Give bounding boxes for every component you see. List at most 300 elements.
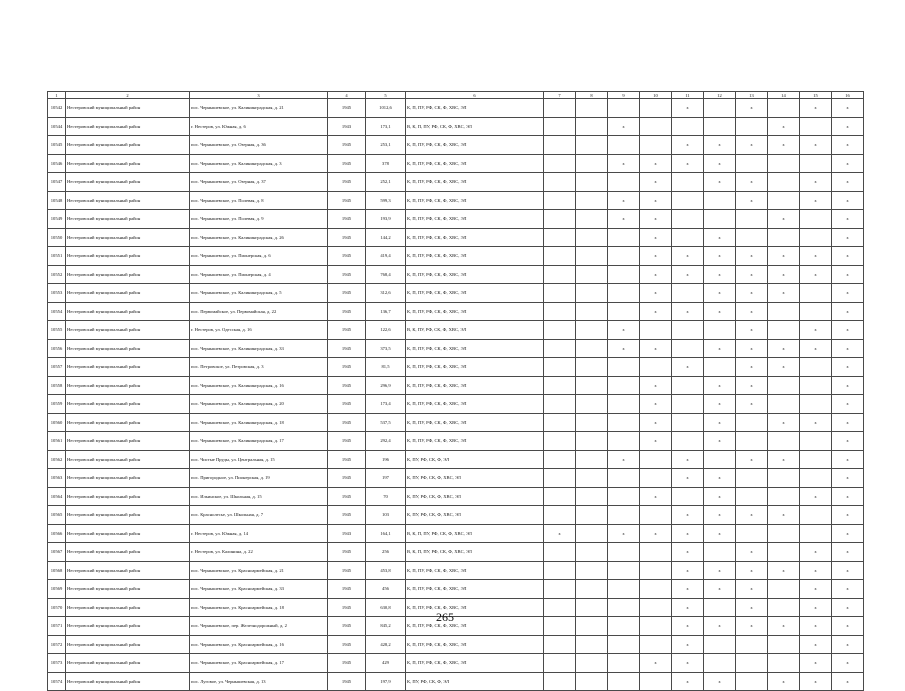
mark-cell (576, 265, 608, 284)
table-row (48, 154, 864, 173)
mark-cell: x (608, 450, 640, 469)
district-cell: Нестеровский муниципальный район (66, 524, 190, 543)
table-row (48, 358, 864, 377)
mark-cell: x (768, 561, 800, 580)
mark-cell (768, 469, 800, 488)
mark-cell (640, 561, 672, 580)
mark-cell (608, 561, 640, 580)
mark-cell: x (800, 191, 832, 210)
mark-cell: x (672, 654, 704, 673)
mark-cell (608, 580, 640, 599)
record-id: 10545 (48, 136, 66, 155)
mark-cell (544, 580, 576, 599)
mark-cell: x (608, 524, 640, 543)
mark-cell (800, 302, 832, 321)
mark-cell (672, 487, 704, 506)
mark-cell (576, 395, 608, 414)
mark-cell (544, 617, 576, 636)
area-cell: 456 (366, 580, 406, 599)
mark-cell: x (832, 247, 864, 266)
mark-cell: x (736, 321, 768, 340)
mark-cell: x (640, 228, 672, 247)
address-cell: пос. Чистые Пруды, ул. Центральная, д. 15 (190, 450, 328, 469)
mark-cell: x (672, 506, 704, 525)
mark-cell: x (736, 617, 768, 636)
mark-cell: x (736, 561, 768, 580)
mark-cell: x (640, 432, 672, 451)
mark-cell: x (832, 117, 864, 136)
mark-cell (608, 598, 640, 617)
district-cell: Нестеровский муниципальный район (66, 543, 190, 562)
mark-cell: x (800, 635, 832, 654)
area-cell: 768,4 (366, 265, 406, 284)
mark-cell: x (672, 358, 704, 377)
mark-cell: x (768, 210, 800, 229)
mark-cell (672, 117, 704, 136)
features-cell: К, П, ПУ, РФ, СК, Ф, ХВС, ЭЛ (406, 173, 544, 192)
mark-cell (800, 469, 832, 488)
mark-cell: x (640, 302, 672, 321)
address-cell: пос. Чернышевское, ул. Калининградская, д. 33 (190, 339, 328, 358)
mark-cell: x (672, 136, 704, 155)
mark-cell: x (640, 265, 672, 284)
mark-cell (576, 543, 608, 562)
features-cell: К, П, ПУ, РФ, СК, Ф, ХВС, ЭЛ (406, 358, 544, 377)
mark-cell: x (736, 302, 768, 321)
area-cell: 428,2 (366, 635, 406, 654)
table-row (48, 117, 864, 136)
year-cell: 1945 (328, 469, 366, 488)
mark-cell: x (832, 154, 864, 173)
mark-cell: x (704, 302, 736, 321)
record-id: 10559 (48, 395, 66, 414)
column-number: 6 (406, 92, 544, 99)
mark-cell: x (832, 487, 864, 506)
mark-cell (672, 395, 704, 414)
record-id: 10564 (48, 487, 66, 506)
features-cell: К, П, ПУ, РФ, СК, Ф, ХВС, ЭЛ (406, 376, 544, 395)
record-id: 10568 (48, 561, 66, 580)
mark-cell (544, 635, 576, 654)
features-cell: К, П, ПУ, РФ, СК, Ф, ХВС, ЭЛ (406, 395, 544, 414)
features-cell: К, П, ПУ, РФ, СК, Ф, ХВС, ЭЛ (406, 284, 544, 303)
mark-cell: x (672, 635, 704, 654)
mark-cell (608, 136, 640, 155)
year-cell: 1945 (328, 432, 366, 451)
table-row (48, 284, 864, 303)
address-cell: пос. Краснолесье, ул. Школьная, д. 7 (190, 506, 328, 525)
year-cell: 1945 (328, 247, 366, 266)
mark-cell: x (800, 413, 832, 432)
mark-cell: x (736, 358, 768, 377)
features-cell: К, П, ПУ, РФ, СК, Ф, ХВС, ЭЛ (406, 265, 544, 284)
record-id: 10554 (48, 302, 66, 321)
features-cell: В, К, П, ПУ, РФ, СК, Ф, ХВС, ЭЛ (406, 524, 544, 543)
mark-cell (608, 395, 640, 414)
record-id: 10544 (48, 117, 66, 136)
year-cell: 1945 (328, 136, 366, 155)
district-cell: Нестеровский муниципальный район (66, 173, 190, 192)
district-cell: Нестеровский муниципальный район (66, 487, 190, 506)
district-cell: Нестеровский муниципальный район (66, 228, 190, 247)
address-cell: пос. Чернышевское, ул. Калининградская, д. 16 (190, 376, 328, 395)
features-cell: К, П, ПУ, РФ, СК, Ф, ХВС, ЭЛ (406, 635, 544, 654)
mark-cell (800, 506, 832, 525)
address-cell: пос. Чернышевское, ул. Калининградская, д. 26 (190, 228, 328, 247)
mark-cell (608, 265, 640, 284)
mark-cell (768, 376, 800, 395)
mark-cell (544, 561, 576, 580)
mark-cell (576, 302, 608, 321)
mark-cell: x (672, 672, 704, 691)
area-cell: 453,8 (366, 561, 406, 580)
mark-cell: x (832, 413, 864, 432)
column-number-row (48, 92, 864, 99)
mark-cell (576, 117, 608, 136)
features-cell: К, ПУ, РФ, СК, Ф, ХВС, ЭЛ (406, 487, 544, 506)
record-id: 10561 (48, 432, 66, 451)
mark-cell (736, 432, 768, 451)
mark-cell (768, 173, 800, 192)
mark-cell: x (832, 228, 864, 247)
mark-cell (704, 543, 736, 562)
table-row (48, 210, 864, 229)
mark-cell (768, 302, 800, 321)
column-number: 10 (640, 92, 672, 99)
mark-cell: x (640, 654, 672, 673)
address-cell: пос. Чернышевское, ул. Калининградская, д. 5 (190, 284, 328, 303)
mark-cell: x (736, 173, 768, 192)
address-cell: пос. Чернышевское, ул. Калининградская, д. 3 (190, 154, 328, 173)
mark-cell (640, 672, 672, 691)
mark-cell (640, 321, 672, 340)
mark-cell: x (608, 191, 640, 210)
mark-cell: x (832, 635, 864, 654)
area-cell: 70 (366, 487, 406, 506)
area-cell: 537,5 (366, 413, 406, 432)
table-row (48, 450, 864, 469)
mark-cell: x (672, 247, 704, 266)
address-cell: пос. Чернышевское, ул. Полевая, д. 8 (190, 191, 328, 210)
table-row (48, 136, 864, 155)
mark-cell (544, 265, 576, 284)
record-id: 10546 (48, 154, 66, 173)
features-cell: К, П, ПУ, РФ, СК, Ф, ХВС, ЭЛ (406, 210, 544, 229)
mark-cell (544, 210, 576, 229)
area-cell: 373,5 (366, 339, 406, 358)
mark-cell (704, 117, 736, 136)
page-number: 265 (436, 610, 454, 624)
record-id: 10563 (48, 469, 66, 488)
record-id: 10569 (48, 580, 66, 599)
year-cell: 1945 (328, 265, 366, 284)
mark-cell (704, 358, 736, 377)
mark-cell (640, 598, 672, 617)
year-cell: 1943 (328, 524, 366, 543)
mark-cell: x (640, 210, 672, 229)
mark-cell (544, 654, 576, 673)
features-cell: К, ПУ, РФ, СК, Ф, ХВС, ЭЛ (406, 506, 544, 525)
mark-cell: x (704, 413, 736, 432)
mark-cell: x (736, 339, 768, 358)
features-cell: К, П, ПУ, РФ, СК, Ф, ХВС, ЭЛ (406, 413, 544, 432)
mark-cell (576, 376, 608, 395)
mark-cell (640, 635, 672, 654)
mark-cell (608, 358, 640, 377)
table-row (48, 173, 864, 192)
mark-cell (608, 247, 640, 266)
mark-cell: x (832, 173, 864, 192)
area-cell: 292,4 (366, 432, 406, 451)
address-cell: пос. Чернышевское, ул. Калининградская, д. 17 (190, 432, 328, 451)
features-cell: К, П, ПУ, РФ, СК, Ф, ХВС, ЭЛ (406, 136, 544, 155)
address-cell: пос. Чернышевское, ул. Калининградская, д. 20 (190, 395, 328, 414)
area-cell: 136,7 (366, 302, 406, 321)
mark-cell (576, 506, 608, 525)
mark-cell (576, 339, 608, 358)
mark-cell: x (800, 598, 832, 617)
address-cell: пос. Чернышевское, ул. Полевая, д. 9 (190, 210, 328, 229)
district-cell: Нестеровский муниципальный район (66, 136, 190, 155)
mark-cell: x (672, 543, 704, 562)
mark-cell: x (832, 265, 864, 284)
mark-cell: x (608, 117, 640, 136)
mark-cell (736, 413, 768, 432)
mark-cell: x (800, 654, 832, 673)
table-row (48, 228, 864, 247)
area-cell: 312,6 (366, 284, 406, 303)
mark-cell (608, 413, 640, 432)
table-row (48, 580, 864, 599)
mark-cell: x (832, 561, 864, 580)
mark-cell (736, 469, 768, 488)
mark-cell (672, 339, 704, 358)
area-cell: 197,9 (366, 672, 406, 691)
table-row (48, 524, 864, 543)
features-cell: К, П, ПУ, РФ, СК, Ф, ХВС, ЭЛ (406, 561, 544, 580)
district-cell: Нестеровский муниципальный район (66, 635, 190, 654)
mark-cell: x (768, 358, 800, 377)
record-id: 10553 (48, 284, 66, 303)
year-cell: 1945 (328, 543, 366, 562)
mark-cell (768, 487, 800, 506)
year-cell: 1945 (328, 358, 366, 377)
mark-cell (800, 524, 832, 543)
mark-cell (704, 598, 736, 617)
area-cell: 81,5 (366, 358, 406, 377)
district-cell: Нестеровский муниципальный район (66, 339, 190, 358)
mark-cell: x (640, 487, 672, 506)
table-body (48, 92, 864, 691)
mark-cell (544, 339, 576, 358)
mark-cell (544, 432, 576, 451)
features-cell: К, П, ПУ, РФ, СК, Ф, ХВС, ЭЛ (406, 432, 544, 451)
mark-cell: x (768, 284, 800, 303)
year-cell: 1945 (328, 598, 366, 617)
mark-cell (544, 302, 576, 321)
address-cell: пос. Чернышевское, ул. Калининградская, д. 21 (190, 99, 328, 118)
mark-cell: x (736, 247, 768, 266)
record-id: 10558 (48, 376, 66, 395)
record-id: 10555 (48, 321, 66, 340)
mark-cell: x (672, 265, 704, 284)
column-number: 14 (768, 92, 800, 99)
mark-cell: x (704, 247, 736, 266)
year-cell: 1945 (328, 339, 366, 358)
record-id: 10571 (48, 617, 66, 636)
mark-cell (768, 154, 800, 173)
features-cell: К, П, ПУ, РФ, СК, Ф, ХВС, ЭЛ (406, 191, 544, 210)
district-cell: Нестеровский муниципальный район (66, 395, 190, 414)
table-row (48, 247, 864, 266)
table-row (48, 376, 864, 395)
year-cell: 1945 (328, 376, 366, 395)
address-cell: г. Нестеров, ул. Южная, д. 14 (190, 524, 328, 543)
mark-cell: x (672, 450, 704, 469)
mark-cell: x (832, 580, 864, 599)
mark-cell (640, 117, 672, 136)
year-cell: 1945 (328, 154, 366, 173)
mark-cell: x (832, 654, 864, 673)
mark-cell: x (736, 99, 768, 118)
mark-cell: x (832, 99, 864, 118)
year-cell: 1945 (328, 617, 366, 636)
mark-cell (608, 617, 640, 636)
mark-cell (608, 487, 640, 506)
record-id: 10556 (48, 339, 66, 358)
mark-cell (736, 154, 768, 173)
mark-cell: x (832, 598, 864, 617)
features-cell: В, К, ПУ, РФ, СК, Ф, ХВС, ЭЛ (406, 321, 544, 340)
mark-cell: x (768, 117, 800, 136)
mark-cell (768, 654, 800, 673)
address-cell: пос. Чернышевское, ул. Калининградская, д. 18 (190, 413, 328, 432)
mark-cell: x (640, 339, 672, 358)
area-cell: 256 (366, 543, 406, 562)
mark-cell (736, 635, 768, 654)
record-id: 10566 (48, 524, 66, 543)
mark-cell (576, 617, 608, 636)
address-cell: пос. Чернышевское, ул. Озерная, д. 37 (190, 173, 328, 192)
mark-cell: x (672, 598, 704, 617)
column-number: 8 (576, 92, 608, 99)
mark-cell: x (832, 672, 864, 691)
table-row (48, 487, 864, 506)
mark-cell: x (640, 191, 672, 210)
record-id: 10562 (48, 450, 66, 469)
mark-cell (608, 543, 640, 562)
district-cell: Нестеровский муниципальный район (66, 469, 190, 488)
mark-cell: x (672, 524, 704, 543)
address-cell: пос. Чернышевское, ул. Красноармейская, д. 17 (190, 654, 328, 673)
area-cell: 253,1 (366, 136, 406, 155)
mark-cell: x (800, 339, 832, 358)
mark-cell (800, 450, 832, 469)
mark-cell: x (704, 617, 736, 636)
mark-cell (768, 228, 800, 247)
mark-cell: x (640, 154, 672, 173)
table-row (48, 432, 864, 451)
mark-cell (576, 580, 608, 599)
year-cell: 1945 (328, 395, 366, 414)
mark-cell (640, 580, 672, 599)
table-row (48, 635, 864, 654)
address-cell: пос. Чернышевское, ул. Красноармейская, д. 18 (190, 598, 328, 617)
mark-cell: x (768, 506, 800, 525)
mark-cell: x (768, 265, 800, 284)
mark-cell (704, 99, 736, 118)
mark-cell (768, 321, 800, 340)
district-cell: Нестеровский муниципальный район (66, 561, 190, 580)
mark-cell: x (704, 395, 736, 414)
table-row (48, 339, 864, 358)
mark-cell: x (800, 321, 832, 340)
address-cell: г. Нестеров, ул. Южная, д. 6 (190, 117, 328, 136)
mark-cell: x (768, 450, 800, 469)
area-cell: 103 (366, 506, 406, 525)
mark-cell: x (608, 210, 640, 229)
district-cell: Нестеровский муниципальный район (66, 321, 190, 340)
mark-cell (544, 117, 576, 136)
mark-cell (576, 154, 608, 173)
mark-cell (576, 672, 608, 691)
mark-cell (608, 432, 640, 451)
mark-cell: x (704, 265, 736, 284)
mark-cell (704, 635, 736, 654)
mark-cell (544, 228, 576, 247)
mark-cell: x (832, 302, 864, 321)
mark-cell (544, 487, 576, 506)
table-row (48, 265, 864, 284)
area-cell: 378 (366, 154, 406, 173)
district-cell: Нестеровский муниципальный район (66, 284, 190, 303)
year-cell: 1945 (328, 487, 366, 506)
record-id: 10572 (48, 635, 66, 654)
mark-cell: x (832, 358, 864, 377)
mark-cell: x (832, 136, 864, 155)
mark-cell: x (704, 469, 736, 488)
mark-cell: x (608, 339, 640, 358)
mark-cell: x (800, 672, 832, 691)
mark-cell: x (736, 136, 768, 155)
district-cell: Нестеровский муниципальный район (66, 598, 190, 617)
mark-cell: x (736, 265, 768, 284)
address-cell: пос. Луговое, ул. Чернышевская, д. 13 (190, 672, 328, 691)
mark-cell (544, 672, 576, 691)
features-cell: К, П, ПУ, РФ, СК, Ф, ХВС, ЭЛ (406, 654, 544, 673)
address-cell: пос. Чернышевское, пер. Железнодорожный, д. 2 (190, 617, 328, 636)
mark-cell (800, 358, 832, 377)
mark-cell (672, 210, 704, 229)
mark-cell (800, 395, 832, 414)
mark-cell (576, 228, 608, 247)
mark-cell: x (704, 339, 736, 358)
features-cell: К, П, ПУ, РФ, СК, Ф, ХВС, ЭЛ (406, 154, 544, 173)
mark-cell: x (704, 136, 736, 155)
mark-cell: x (768, 136, 800, 155)
mark-cell (672, 432, 704, 451)
table-row (48, 672, 864, 691)
year-cell: 1945 (328, 561, 366, 580)
mark-cell (736, 672, 768, 691)
column-number: 11 (672, 92, 704, 99)
features-cell: К, ПУ, РФ, СК, Ф, ХВС, ЭЛ (406, 469, 544, 488)
year-cell: 1945 (328, 302, 366, 321)
mark-cell (608, 376, 640, 395)
district-cell: Нестеровский муниципальный район (66, 117, 190, 136)
mark-cell (736, 117, 768, 136)
mark-cell (544, 469, 576, 488)
